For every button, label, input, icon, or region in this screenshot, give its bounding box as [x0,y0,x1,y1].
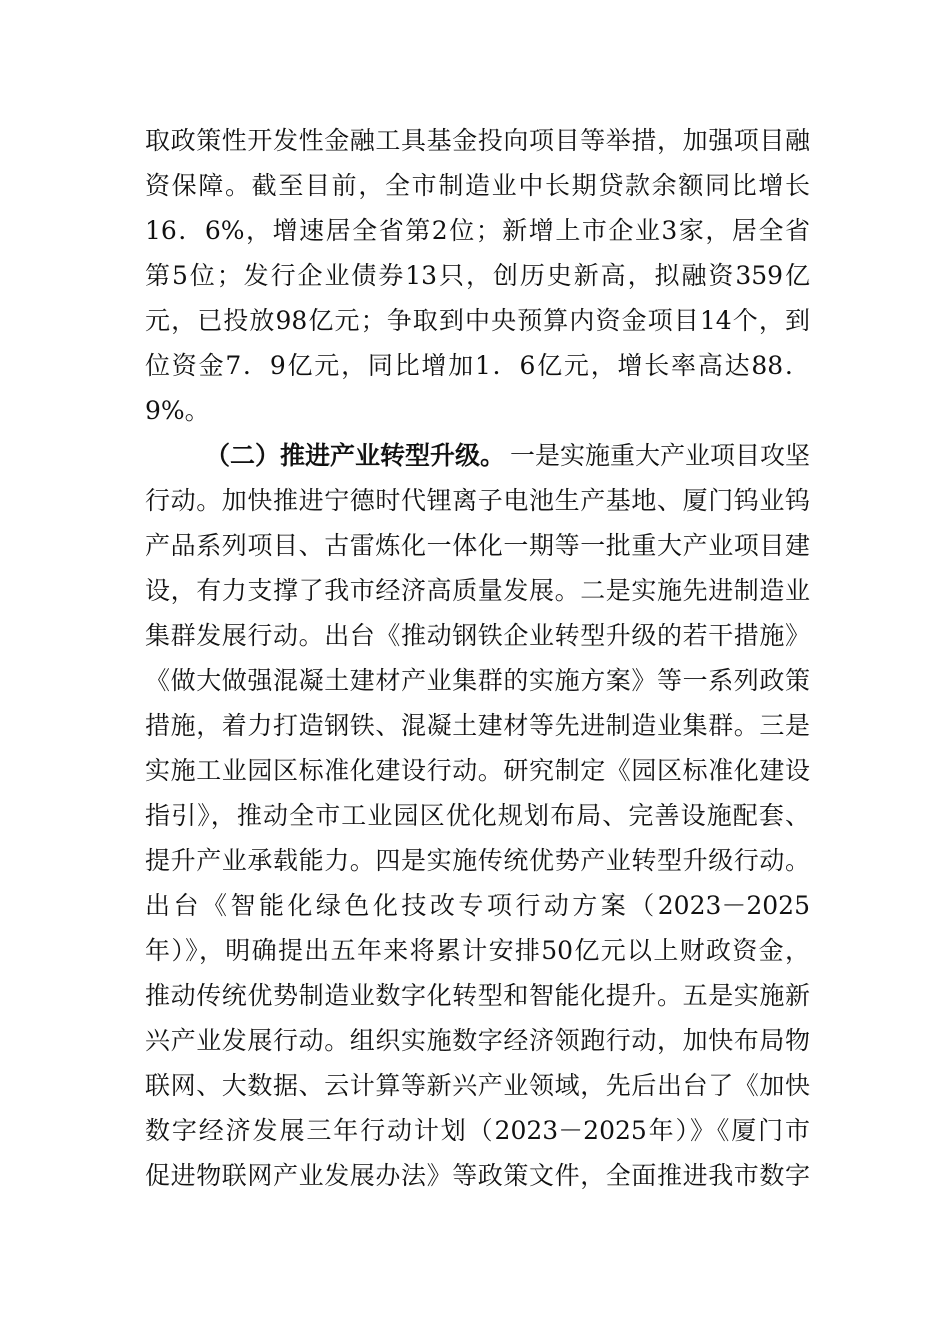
paragraph-1-line-3: 16．6%，增速居全省第2位；新增上市企业3家，居全省 [145,216,810,245]
paragraph-1-line-2: 资保障。截至目前，全市制造业中长期贷款余额同比增长 [145,171,810,200]
paragraph-2-line-4: 集群发展行动。出台《推动钢铁企业转型升级的若干措施》 [145,621,810,650]
section-2-first-line [205,436,810,476]
paragraph-2-line-8: 指引》，推动全市工业园区优化规划布局、完善设施配套、 [145,801,810,830]
paragraph-2-line-10: 出台《智能化绿色化技改专项行动方案（2023－2025 [145,891,810,920]
section-2-first-line-text: 一是实施重大产业项目攻坚 [509,441,810,470]
paragraph-1-line-5: 元，已投放98亿元；争取到中央预算内资金项目14个，到 [145,306,810,335]
paragraph-2-line-14: 联网、大数据、云计算等新兴产业领域，先后出台了《加快 [145,1071,810,1100]
paragraph-1-line-4: 第5位；发行企业债券13只，创历史新高，拟融资359亿 [145,261,810,290]
paragraph-2-line-3: 设，有力支撑了我市经济高质量发展。二是实施先进制造业 [145,576,810,605]
paragraph-2-line-2: 产品系列项目、古雷炼化一体化一期等一批重大产业项目建 [145,531,810,560]
section-2-heading: （二）推进产业转型升级。 [205,441,506,470]
paragraph-2-line-13: 兴产业发展行动。组织实施数字经济领跑行动，加快布局物 [145,1026,810,1055]
paragraph-2-line-6: 措施，着力打造钢铁、混凝土建材等先进制造业集群。三是 [145,711,810,740]
paragraph-2-line-5: 《做大做强混凝土建材产业集群的实施方案》等一系列政策 [145,666,810,695]
paragraph-2-line-9: 提升产业承载能力。四是实施传统优势产业转型升级行动。 [145,846,810,875]
paragraph-1-line-7: 9%。 [145,396,210,425]
paragraph-2-line-11: 年）》，明确提出五年来将累计安排50亿元以上财政资金， [145,936,810,965]
paragraph-2-line-7: 实施工业园区标准化建设行动。研究制定《园区标准化建设 [145,756,810,785]
paragraph-2-line-16: 促进物联网产业发展办法》等政策文件，全面推进我市数字 [145,1161,810,1190]
paragraph-2-line-1: 行动。加快推进宁德时代锂离子电池生产基地、厦门钨业钨 [145,486,810,515]
paragraph-1-line-6: 位资金7．9亿元，同比增加1．6亿元，增长率高达88． [145,351,810,380]
paragraph-2-line-12: 推动传统优势制造业数字化转型和智能化提升。五是实施新 [145,981,810,1010]
paragraph-2-line-15: 数字经济发展三年行动计划（2023－2025年）》《厦门市 [145,1116,810,1145]
paragraph-1-line-1: 取政策性开发性金融工具基金投向项目等举措，加强项目融 [145,126,810,155]
